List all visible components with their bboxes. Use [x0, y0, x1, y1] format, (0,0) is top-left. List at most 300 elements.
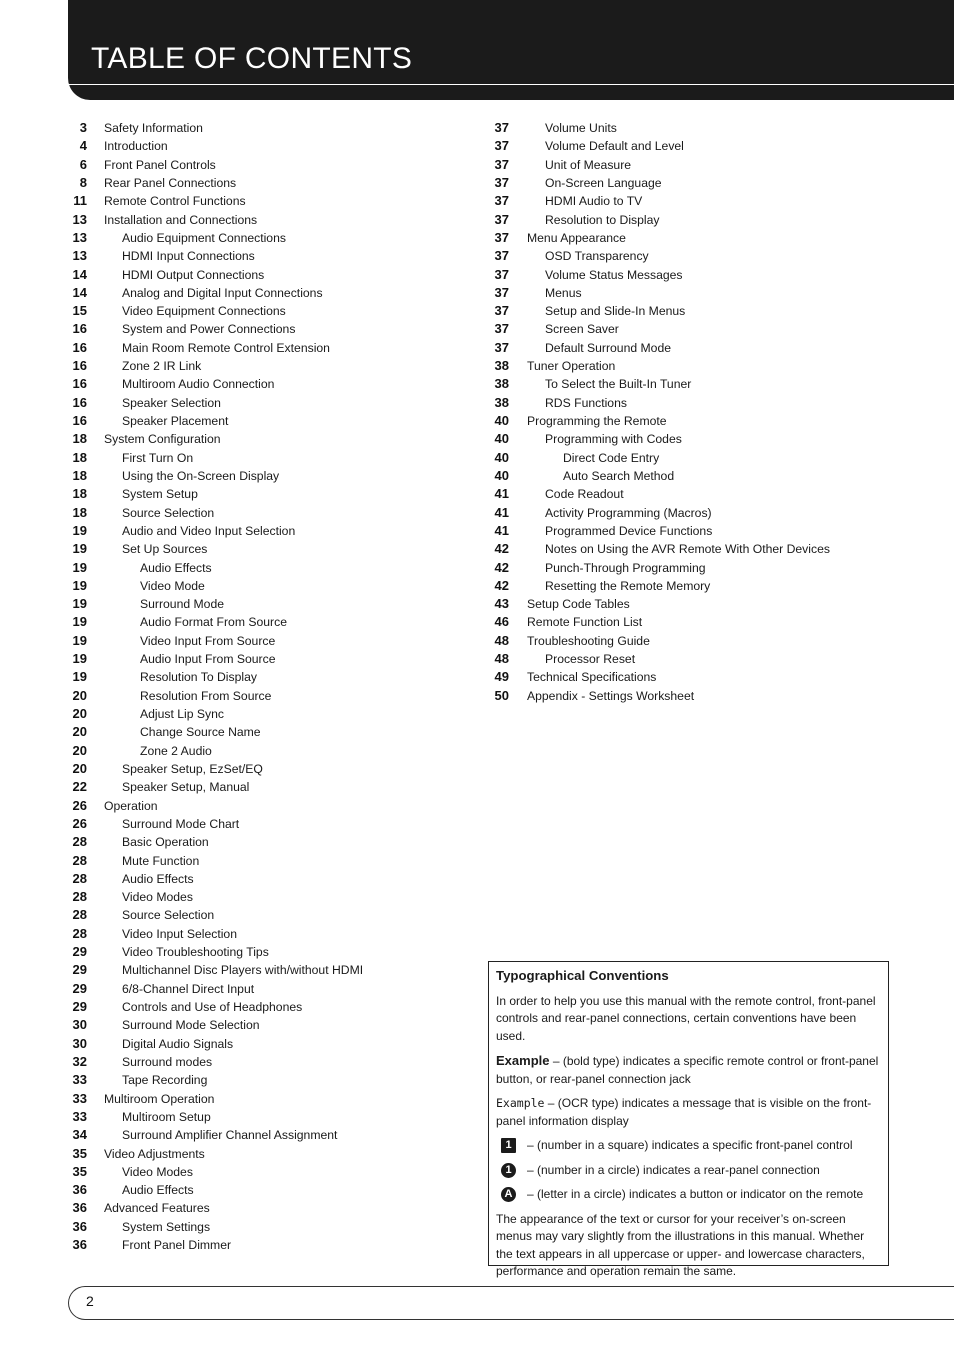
circle-convention [496, 1162, 881, 1180]
toc-title: Speaker Setup, Manual [122, 780, 250, 795]
toc-title: Main Room Remote Control Extension [122, 340, 330, 355]
toc-page-number: 36 [72, 1237, 87, 1253]
toc-entry [60, 485, 460, 503]
toc-left-column [60, 119, 460, 1254]
toc-page-number: 40 [494, 431, 509, 447]
toc-entry [482, 668, 954, 686]
toc-entry [60, 760, 460, 778]
toc-title: Volume Default and Level [545, 139, 684, 154]
toc-entry [482, 577, 954, 595]
toc-title: Remote Control Functions [104, 194, 246, 209]
toc-title: Volume Status Messages [545, 267, 683, 282]
toc-page-number: 37 [494, 174, 509, 190]
toc-title: Default Surround Mode [545, 340, 672, 355]
toc-page-number: 41 [494, 504, 509, 520]
toc-entry [60, 1035, 460, 1053]
toc-title: Change Source Name [140, 725, 261, 740]
bold-description: – (bold type) indicates a specific remote control or front-panel button, or rear-panel connection jack [496, 1054, 879, 1086]
toc-entry [60, 1236, 460, 1254]
toc-entry [482, 302, 954, 320]
toc-entry [60, 119, 460, 137]
toc-entry [482, 137, 954, 155]
toc-entry [60, 1218, 460, 1236]
toc-page-number: 40 [494, 467, 509, 483]
toc-entry [60, 559, 460, 577]
toc-page-number: 30 [72, 1035, 87, 1051]
toc-page-number: 19 [72, 651, 87, 667]
toc-title: Troubleshooting Guide [527, 633, 650, 648]
toc-page-number: 22 [72, 779, 87, 795]
toc-entry [60, 650, 460, 668]
bold-convention [496, 1052, 881, 1088]
toc-entry [60, 1199, 460, 1217]
toc-title: Video Adjustments [104, 1146, 205, 1161]
toc-page-number: 20 [72, 687, 87, 703]
ocr-description: – (OCR type) indicates a message that is visible on the front-panel information display [496, 1096, 872, 1128]
toc-title: Unit of Measure [545, 157, 632, 172]
toc-page-number: 28 [72, 925, 87, 941]
toc-page-number: 18 [72, 486, 87, 502]
toc-entry [60, 192, 460, 210]
toc-page-number: 28 [72, 907, 87, 923]
toc-title: Multichannel Disc Players with/without HDMI [122, 963, 364, 978]
toc-entry [482, 485, 954, 503]
toc-title: Code Readout [545, 487, 624, 502]
toc-page-number: 19 [72, 632, 87, 648]
toc-title: Multiroom Setup [122, 1109, 211, 1124]
number-circle-icon: 1 [501, 1163, 516, 1178]
toc-title: Basic Operation [122, 835, 209, 850]
toc-title: Video Modes [122, 890, 193, 905]
toc-title: Screen Saver [545, 322, 619, 337]
toc-page-number: 29 [72, 944, 87, 960]
toc-title: Appendix - Settings Worksheet [527, 688, 695, 703]
toc-title: Zone 2 IR Link [122, 359, 202, 374]
toc-page-number: 29 [72, 980, 87, 996]
toc-page-number: 11 [73, 193, 87, 209]
toc-entry [482, 595, 954, 613]
toc-entry [60, 723, 460, 741]
toc-page-number: 13 [72, 248, 87, 264]
toc-entry [60, 595, 460, 613]
toc-title: HDMI Audio to TV [545, 194, 643, 209]
toc-entry [60, 980, 460, 998]
toc-page-number: 19 [72, 541, 87, 557]
toc-page-number: 40 [494, 449, 509, 465]
toc-entry [482, 156, 954, 174]
toc-right-column [482, 119, 954, 705]
toc-title: Operation [104, 798, 158, 813]
toc-page-number: 16 [72, 321, 87, 337]
toc-page-number: 20 [72, 706, 87, 721]
toc-page-number: 50 [494, 687, 509, 703]
toc-page-number: 4 [79, 138, 87, 154]
toc-title: Video Modes [122, 1164, 193, 1179]
toc-page-number: 33 [72, 1072, 87, 1088]
toc-entry [60, 815, 460, 833]
toc-page-number: 18 [72, 431, 87, 447]
toc-entry [482, 430, 954, 448]
toc-entry [60, 1126, 460, 1144]
bold-example: Example [496, 1053, 550, 1068]
toc-title: Audio and Video Input Selection [122, 523, 296, 538]
toc-entry [482, 119, 954, 137]
toc-entry [482, 687, 954, 705]
toc-entry [60, 797, 460, 815]
toc-entry [60, 247, 460, 265]
letter-description: – (letter in a circle) indicates a button or indicator on the remote [527, 1187, 864, 1201]
toc-page-number: 28 [72, 852, 87, 868]
toc-title: Programming the Remote [527, 414, 667, 428]
toc-title: Technical Specifications [527, 670, 657, 685]
toc-page-number: 19 [72, 577, 87, 593]
toc-title: Front Panel Dimmer [122, 1238, 232, 1253]
toc-entry [60, 613, 460, 631]
circle-description: – (number in a circle) indicates a rear-panel connection [527, 1162, 820, 1177]
toc-entry [60, 943, 460, 961]
toc-entry [60, 998, 460, 1016]
toc-entry [60, 1090, 460, 1108]
toc-page-number: 43 [494, 596, 509, 612]
toc-page-number: 36 [72, 1200, 87, 1216]
toc-page-number: 36 [72, 1218, 87, 1234]
toc-page-number: 19 [72, 669, 87, 685]
toc-entry [60, 1181, 460, 1199]
toc-page-number: 49 [494, 669, 509, 685]
toc-entry [482, 284, 954, 302]
toc-page-number: 26 [72, 815, 87, 831]
square-convention [496, 1137, 881, 1155]
toc-title: Installation and Connections [104, 212, 258, 227]
toc-page-number: 37 [494, 211, 509, 227]
toc-page-number: 15 [72, 303, 87, 319]
toc-title: Analog and Digital Input Connections [122, 285, 323, 300]
toc-title: Using the On-Screen Display [122, 468, 280, 483]
toc-entry [482, 540, 954, 558]
toc-page-number: 33 [72, 1108, 87, 1124]
typographical-conventions-box [488, 961, 889, 1278]
toc-title: Remote Function List [527, 615, 643, 630]
toc-title: Menus [545, 285, 582, 300]
toc-title: Controls and Use of Headphones [122, 1000, 303, 1014]
toc-entry [60, 870, 460, 888]
toc-entry [482, 559, 954, 577]
page-number: 2 [86, 1293, 94, 1309]
toc-entry [60, 742, 460, 760]
toc-page-number: 41 [494, 486, 509, 502]
toc-entry [482, 394, 954, 412]
toc-page-number: 19 [72, 522, 87, 538]
toc-entry [60, 1108, 460, 1126]
toc-entry [60, 375, 460, 393]
toc-page-number: 14 [72, 284, 87, 300]
toc-entry [60, 778, 460, 796]
toc-title: Surround modes [122, 1054, 213, 1069]
toc-page-number: 37 [494, 193, 509, 209]
toc-page-number: 37 [494, 156, 509, 172]
letter-circle-icon: A [501, 1187, 516, 1202]
toc-title: Surround Mode Selection [122, 1018, 260, 1033]
toc-entry [60, 925, 460, 943]
toc-title: Setup and Slide-In Menus [545, 304, 686, 319]
toc-title: Set Up Sources [122, 542, 208, 557]
toc-title: Activity Programming (Macros) [545, 505, 712, 520]
toc-title: Resolution From Source [140, 688, 272, 703]
toc-title: To Select the Built-In Tuner [545, 377, 692, 392]
toc-title: Adjust Lip Sync [140, 707, 225, 721]
toc-entry [60, 961, 460, 979]
toc-page-number: 19 [72, 596, 87, 612]
toc-entry [482, 320, 954, 338]
toc-entry [482, 650, 954, 668]
toc-title: Audio Format From Source [140, 615, 287, 630]
toc-page-number: 16 [72, 339, 87, 355]
toc-entry [482, 504, 954, 522]
toc-entry [482, 192, 954, 210]
toc-title: Audio Effects [140, 560, 212, 575]
toc-page-number: 28 [72, 834, 87, 850]
toc-entry [482, 632, 954, 650]
toc-title: HDMI Output Connections [122, 267, 265, 282]
square-description: – (number in a square) indicates a specific front-panel control [527, 1138, 853, 1152]
toc-title: Surround Amplifier Channel Assignment [122, 1128, 338, 1143]
toc-title: Front Panel Controls [104, 157, 216, 172]
toc-page-number: 13 [72, 229, 87, 245]
toc-entry [60, 1053, 460, 1071]
ocr-example: Example [496, 1096, 545, 1110]
toc-title: 6/8-Channel Direct Input [122, 981, 255, 996]
toc-page-number: 20 [72, 760, 87, 776]
toc-page-number: 37 [494, 321, 509, 337]
toc-title: System Configuration [104, 432, 221, 447]
toc-page-number: 19 [72, 559, 87, 575]
conventions-closing: The appearance of the text or cursor for your receiver’s on-screen menus may vary slightly from the illustrations in this manual. Whether the text appears in all uppercase or upper- and lowercase characters, performance and operation remain the same. [496, 1211, 865, 1278]
toc-entry [60, 1016, 460, 1034]
toc-title: Zone 2 Audio [140, 743, 212, 758]
toc-title: Video Troubleshooting Tips [122, 945, 269, 960]
toc-entry [60, 1145, 460, 1163]
toc-page-number: 33 [72, 1090, 87, 1106]
toc-title: Video Mode [140, 578, 205, 593]
toc-page-number: 35 [72, 1145, 87, 1161]
toc-entry [482, 211, 954, 229]
toc-entry [60, 412, 460, 430]
toc-title: Source Selection [122, 908, 215, 923]
toc-page-number: 26 [72, 797, 87, 813]
toc-title: Resolution To Display [140, 670, 257, 685]
toc-title: Resolution to Display [545, 212, 660, 227]
toc-entry [60, 449, 460, 467]
toc-entry [60, 852, 460, 870]
toc-entry [60, 339, 460, 357]
toc-entry [60, 467, 460, 485]
toc-title: Audio Equipment Connections [122, 230, 286, 245]
toc-page-number: 30 [72, 1017, 87, 1033]
toc-page-number: 28 [72, 870, 87, 886]
toc-entry [60, 522, 460, 540]
toc-title: System Setup [122, 487, 198, 502]
toc-entry [482, 339, 954, 357]
toc-page-number: 42 [494, 577, 509, 593]
toc-title: Surround Mode [140, 597, 225, 612]
toc-page-number: 42 [494, 541, 509, 557]
toc-title: Video Equipment Connections [122, 304, 286, 319]
toc-title: Direct Code Entry [563, 450, 660, 465]
footer-bar [68, 1286, 954, 1320]
toc-page-number: 18 [72, 504, 87, 520]
toc-page-number: 20 [72, 742, 87, 758]
toc-title: RDS Functions [545, 395, 627, 410]
toc-title: Volume Units [545, 121, 617, 135]
toc-title: System and Power Connections [122, 322, 296, 337]
toc-page-number: 29 [72, 962, 87, 978]
toc-title: Source Selection [122, 505, 215, 520]
conventions-heading: Typographical Conventions [496, 968, 669, 983]
toc-title: Setup Code Tables [527, 597, 630, 612]
toc-entry [482, 412, 954, 430]
toc-page-number: 37 [494, 138, 509, 154]
toc-entry [60, 632, 460, 650]
toc-entry [60, 430, 460, 448]
toc-entry [60, 540, 460, 558]
toc-title: Speaker Placement [122, 414, 229, 428]
toc-entry [60, 156, 460, 174]
toc-title: Punch-Through Programming [545, 560, 706, 575]
toc-title: Auto Search Method [563, 468, 675, 483]
toc-page-number: 16 [72, 358, 87, 374]
toc-page-number: 48 [494, 632, 509, 648]
toc-title: Tape Recording [122, 1073, 208, 1088]
toc-entry [60, 357, 460, 375]
toc-page-number: 37 [494, 266, 509, 282]
toc-page-number: 38 [494, 394, 509, 410]
toc-entry [60, 668, 460, 686]
toc-entry [482, 357, 954, 375]
toc-title: On-Screen Language [545, 175, 662, 190]
toc-title: Introduction [104, 139, 168, 154]
toc-page-number: 37 [494, 284, 509, 300]
number-square-icon: 1 [501, 1138, 516, 1153]
toc-page-number: 37 [494, 248, 509, 264]
toc-entry [482, 613, 954, 631]
toc-title: Mute Function [122, 853, 200, 868]
toc-title: OSD Transparency [545, 249, 649, 264]
toc-title: Advanced Features [104, 1201, 210, 1216]
toc-title: Tuner Operation [527, 359, 616, 374]
toc-title: Audio Input From Source [140, 652, 276, 667]
toc-entry [60, 1163, 460, 1181]
toc-page-number: 16 [72, 376, 87, 392]
ocr-convention [496, 1095, 881, 1130]
toc-page-number: 35 [72, 1163, 87, 1179]
toc-entry [60, 705, 460, 723]
toc-page-number: 34 [72, 1127, 87, 1143]
letter-convention [496, 1186, 881, 1204]
toc-title: Audio Effects [122, 1183, 194, 1198]
toc-title: Speaker Selection [122, 395, 221, 410]
toc-title: Multiroom Audio Connection [122, 377, 275, 392]
toc-title: System Settings [122, 1219, 211, 1234]
toc-entry [60, 906, 460, 924]
toc-title: Processor Reset [545, 652, 636, 667]
toc-title: Video Input From Source [140, 633, 276, 648]
toc-entry [60, 394, 460, 412]
header-rule [68, 84, 954, 85]
toc-title: Surround Mode Chart [122, 816, 240, 831]
toc-title: Notes on Using the AVR Remote With Other Devices [545, 542, 830, 557]
toc-entry [60, 137, 460, 155]
toc-title: Audio Effects [122, 871, 194, 886]
toc-entry [60, 229, 460, 247]
toc-page-number: 18 [72, 467, 87, 483]
toc-page-number: 20 [72, 724, 87, 740]
toc-page-number: 41 [494, 522, 509, 538]
toc-page-number: 29 [72, 999, 87, 1014]
toc-page-number: 37 [494, 229, 509, 245]
toc-page-number: 16 [72, 394, 87, 410]
toc-entry [482, 449, 954, 467]
toc-title: Safety Information [104, 121, 203, 135]
toc-title: Resetting the Remote Memory [545, 578, 711, 593]
toc-page-number: 37 [494, 303, 509, 319]
toc-page-number: 38 [494, 358, 509, 374]
toc-entry [482, 229, 954, 247]
toc-page-number: 40 [494, 413, 509, 428]
toc-page-number: 48 [494, 651, 509, 667]
toc-entry [60, 1071, 460, 1089]
toc-entry [60, 266, 460, 284]
toc-entry [60, 577, 460, 595]
toc-title: Video Input Selection [122, 926, 237, 941]
toc-title: First Turn On [122, 450, 194, 465]
toc-page-number: 6 [79, 156, 87, 172]
toc-page-number: 18 [72, 449, 87, 465]
toc-page-number: 14 [72, 266, 87, 282]
toc-entry [60, 284, 460, 302]
toc-entry [60, 687, 460, 705]
toc-entry [482, 174, 954, 192]
toc-entry [60, 302, 460, 320]
toc-entry [60, 174, 460, 192]
toc-page-number: 19 [72, 614, 87, 630]
toc-page-number: 46 [494, 614, 509, 630]
toc-page-number: 13 [72, 211, 87, 227]
toc-page-number: 37 [494, 120, 509, 135]
toc-page-number: 38 [494, 376, 509, 392]
toc-title: Digital Audio Signals [122, 1036, 234, 1051]
toc-entry [60, 504, 460, 522]
toc-entry [482, 522, 954, 540]
toc-title: Programming with Codes [545, 432, 682, 447]
toc-page-number: 8 [79, 174, 87, 190]
toc-page-number: 28 [72, 889, 87, 905]
toc-page-number: 37 [494, 339, 509, 355]
toc-title: Menu Appearance [527, 230, 626, 245]
toc-entry [60, 211, 460, 229]
toc-title: Programmed Device Functions [545, 523, 713, 538]
toc-page-number: 32 [72, 1053, 87, 1069]
toc-page-number: 3 [79, 120, 87, 135]
toc-entry [60, 833, 460, 851]
toc-page-number: 36 [72, 1182, 87, 1198]
toc-entry [60, 888, 460, 906]
toc-page-number: 42 [494, 559, 509, 575]
toc-title: Speaker Setup, EzSet/EQ [122, 761, 263, 776]
toc-title: Multiroom Operation [104, 1091, 215, 1106]
toc-entry [482, 266, 954, 284]
toc-entry [482, 467, 954, 485]
toc-entry [482, 375, 954, 393]
